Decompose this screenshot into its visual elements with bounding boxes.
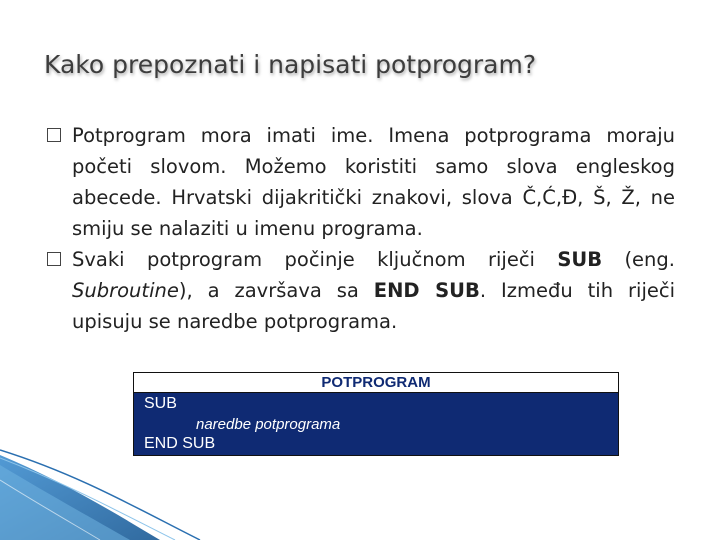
code-box-header: POTPROGRAM (134, 373, 618, 393)
subroutine-term: Subroutine (72, 279, 179, 302)
bullet-text-part: ), a završava sa (178, 279, 374, 302)
bullet-item (45, 120, 675, 244)
bullet-text: Potprogram mora imati ime. Imena potprograma moraju početi slovom. Možemo koristiti samo slova engleskog abecede. Hrvatski dijakritički znakovi, slova Č,Ć,Đ, Š, Ž, ne smiju se nalaziti u imenu programa. (72, 124, 675, 240)
code-line-body: naredbe potprograma (196, 416, 341, 433)
bullet-item (45, 244, 675, 337)
corner-wave-decoration (0, 440, 720, 540)
checkbox-bullet-icon (47, 128, 61, 142)
code-line-sub: SUB (144, 395, 177, 412)
bullet-list (45, 120, 675, 337)
code-line-end-sub: END SUB (144, 435, 216, 452)
bullet-text-part: (eng. (602, 248, 675, 271)
slide-title: Kako prepoznati i napisati potprogram? (44, 50, 537, 79)
bullet-text-part: . Između tih riječi upisuju se naredbe potprograma. (72, 279, 675, 333)
keyword-end-sub: END SUB (373, 279, 480, 302)
checkbox-bullet-icon (47, 252, 61, 266)
bullet-text-part: Svaki potprogram počinje ključnom riječi (72, 248, 558, 271)
keyword-sub: SUB (557, 248, 603, 271)
